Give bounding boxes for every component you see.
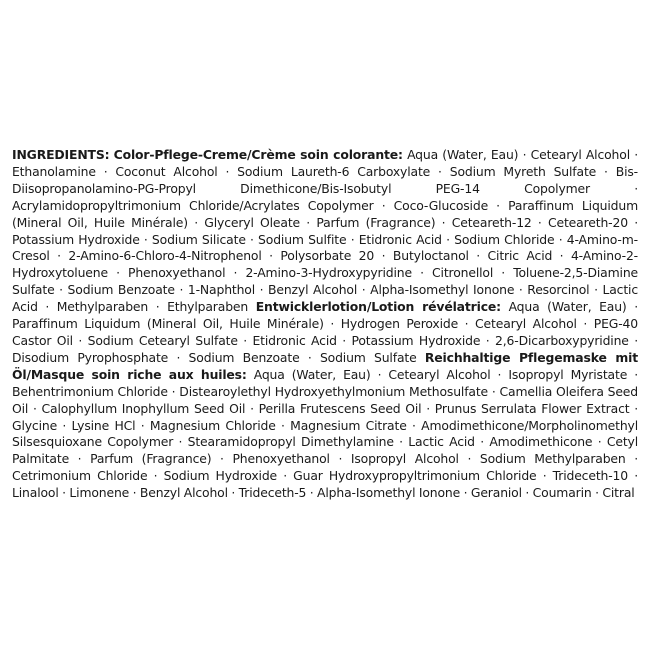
section-text-care-mask: Aqua (Water, Eau) · Cetearyl Alcohol · Isopropyl Myristate · Behentrimonium Chloride · Distearoylethyl Hydroxyethylmonium Methosulfate · Camellia Oleifera Seed Oil · Calophyllum Inophyllum Seed Oil · Perilla Frutescens Seed Oil · Prunus Serrulata Flower Extract · Glycine · Lysine HCl · Magnesium Chloride · Magnesium Citrate · Amodimethicone/Morpholinomethyl Silsesquioxane Copolymer · Stearamidopropyl Dimethylamine · Lactic Acid · Amodimethicone · Cetyl Palmitate · Parfum (Fragrance) · Phenoxyethanol · Isopropyl Alcohol · Sodium Methylparaben · Cetrimonium Chloride · Sodium Hydroxide · Guar Hydroxypropyltrimonium Chloride · Trideceth-10 · Linalool · Limonene · Benzyl Alcohol · Trideceth-5 · Alpha-Isomethyl Ionone · Geraniol · Coumarin · Citral [12,366,638,501]
section-text-color-cream: Aqua (Water, Eau) · Cetearyl Alcohol · Ethanolamine · Coconut Alcohol · Sodium Laureth-6 Carboxylate · Sodium Myreth Sulfate · Bis-Diisopropanolamino-PG-Propyl Dimethicone/Bis-Isobutyl PEG-14 Copolymer · Acrylamidopropyltrimonium Chloride/Acrylates Copolymer · Coco-Glucoside · Paraffinum Liquidum (Mineral Oil, Huile Minérale) · Glyceryl Oleate · Parfum (Fragrance) · Ceteareth-12 · Ceteareth-20 · Potassium Hydroxide · Sodium Silicate · Sodium Sulfite · Etidronic Acid · Sodium Chloride · 4-Amino-m-Cresol · 2-Amino-6-Chloro-4-Nitrophenol · Polysorbate 20 · Butyloctanol · Citric Acid · 4-Amino-2-Hydroxytoluene · Phenoxyethanol · 2-Amino-3-Hydroxypyridine · Citronellol · Toluene-2,5-Diamine Sulfate · Sodium Benzoate · 1-Naphthol · Benzyl Alcohol · Alpha-Isomethyl Ionone · Resorcinol · Lactic Acid · Methylparaben · Ethylparaben [12,147,638,315]
section-title-care-mask: Reichhaltige Pflegemaske mit Öl/Masque soin riche aux huiles: [12,349,639,382]
section-title-color-cream: Color-Pflege-Creme/Crème soin colorante: [113,147,403,162]
ingredients-heading: INGREDIENTS: [12,147,110,162]
ingredients-list [12,147,638,502]
section-title-developer-lotion: Entwicklerlotion/Lotion révélatrice: [255,299,501,315]
section-text-developer-lotion: Aqua (Water, Eau) · Paraffinum Liquidum (Mineral Oil, Huile Minérale) · Hydrogen Peroxide · Cetearyl Alcohol · PEG-40 Castor Oil · Sodium Cetearyl Sulfate · Etidronic Acid · Potassium Hydroxide · 2,6-Dicarboxypyridine · Disodium Pyrophosphate · Sodium Benzoate · Sodium Sulfate [12,299,638,365]
